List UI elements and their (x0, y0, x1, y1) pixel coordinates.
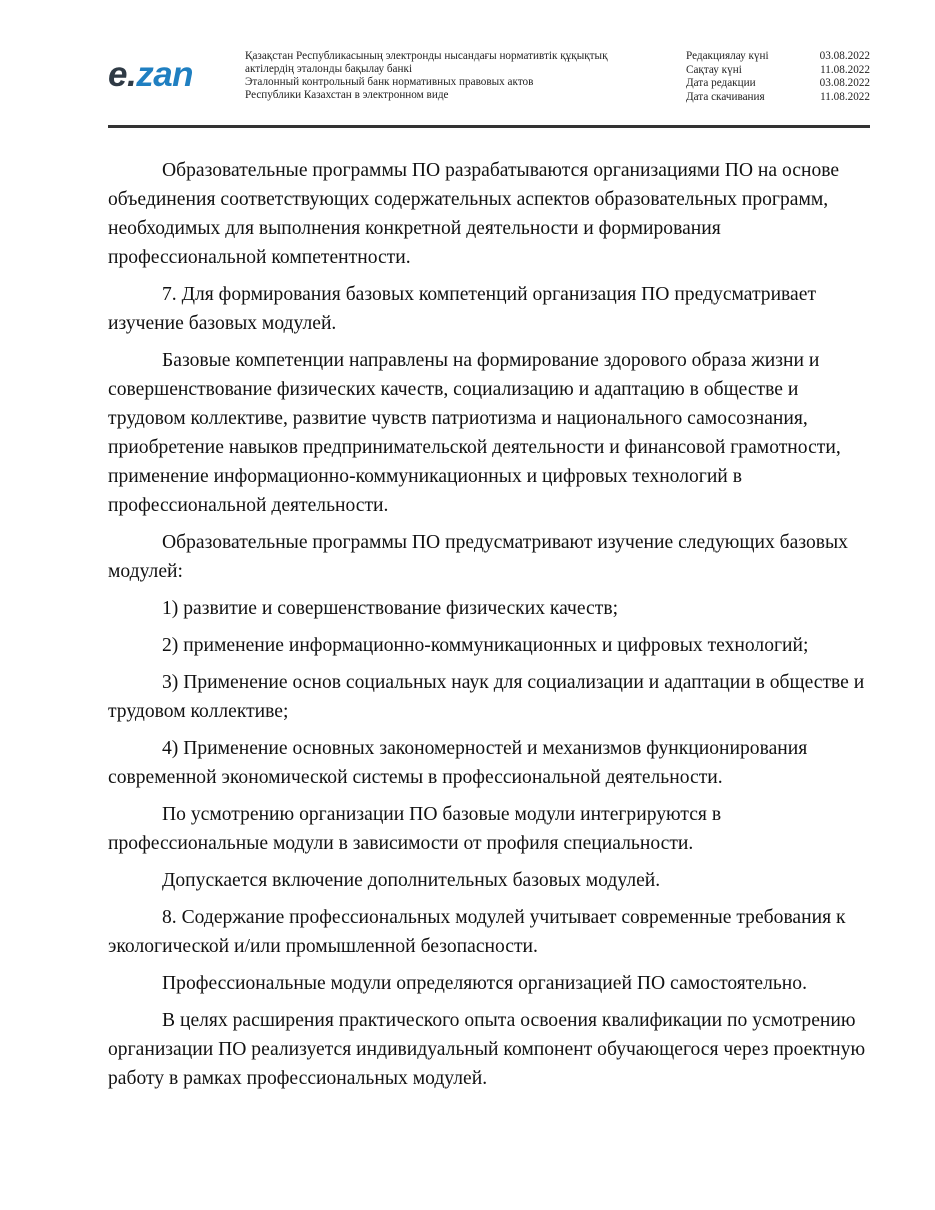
logo-e: e (108, 55, 127, 94)
paragraph: 8. Содержание профессиональных модулей учитывает современные требования к экологической и/или промышленной безопасности. (108, 907, 846, 957)
paragraph: Образовательные программы ПО разрабатываются организациями ПО на основе объединения соответствующих содержательных аспектов образовательных программ, необходимых для выполнения конкретной деятельности и формирования профессиональной компетентности. (108, 160, 840, 268)
list-item: 4) Применение основных закономерностей и механизмов функционирования современной экономической системы в профессиональной деятельности. (108, 738, 808, 788)
date-label: Редакциялау күні (686, 50, 769, 62)
header-line: Республики Казахстан в электронном виде (245, 89, 449, 101)
document-header (108, 48, 870, 124)
paragraph: В целях расширения практического опыта освоения квалификации по усмотрению организации ПО реализуется индивидуальный компонент обучающегося через проектную работу в рамках профессиональных модулей. (108, 1010, 866, 1089)
date-value: 11.08.2022 (820, 63, 870, 76)
date-row-edit-ru (686, 77, 870, 91)
document-body (108, 156, 878, 1101)
header-dates (686, 50, 870, 104)
paragraph: Допускается включение дополнительных базовых модулей. (162, 870, 661, 891)
paragraph: По усмотрению организации ПО базовые модули интегрируются в профессиональные модули в зависимости от профиля специальности. (108, 804, 722, 854)
header-line: актілердің эталонды бақылау банкі (245, 63, 413, 75)
date-value: 11.08.2022 (820, 90, 870, 103)
header-line: Қазақстан Республикасының электронды нысандағы нормативтік құқықтық (245, 50, 608, 62)
date-label: Сақтау күні (686, 63, 742, 76)
paragraph: Образовательные программы ПО предусматривают изучение следующих базовых модулей: (108, 532, 848, 582)
paragraph: 7. Для формирования базовых компетенций организация ПО предусматривает изучение базовых модулей. (108, 284, 817, 334)
list-item: 1) развитие и совершенствование физических качеств; (162, 598, 619, 619)
date-row-edit-kz (686, 50, 870, 64)
date-row-save-kz (686, 64, 870, 78)
paragraph: Базовые компетенции направлены на формирование здорового образа жизни и совершенствование физических качеств, социализацию и адаптацию в обществе и трудовом коллективе, развитие чувств патриотизма и национального самосознания, приобретение навыков предпринимательской деятельности и финансовой грамотности, применение информационно-коммуникационных и цифровых технологий в профессиональной деятельности. (108, 350, 841, 516)
date-label: Дата редакции (686, 77, 756, 90)
logo-zan: zan (136, 55, 194, 94)
list-item: 2) применение информационно-коммуникационных и цифровых технологий; (162, 635, 809, 656)
ezan-logo[interactable] (108, 55, 193, 95)
paragraph: Профессиональные модули определяются организацией ПО самостоятельно. (162, 973, 807, 994)
date-value: 03.08.2022 (819, 50, 870, 62)
header-bank-title (245, 50, 665, 102)
date-row-download-ru (686, 91, 870, 105)
logo-dot: . (126, 55, 137, 94)
date-label: Дата скачивания (686, 90, 765, 103)
header-divider (108, 125, 870, 128)
date-value: 03.08.2022 (819, 77, 870, 90)
header-line: Эталонный контрольный банк нормативных правовых актов (245, 76, 534, 88)
list-item: 3) Применение основ социальных наук для социализации и адаптации в обществе и трудовом коллективе; (108, 672, 865, 722)
